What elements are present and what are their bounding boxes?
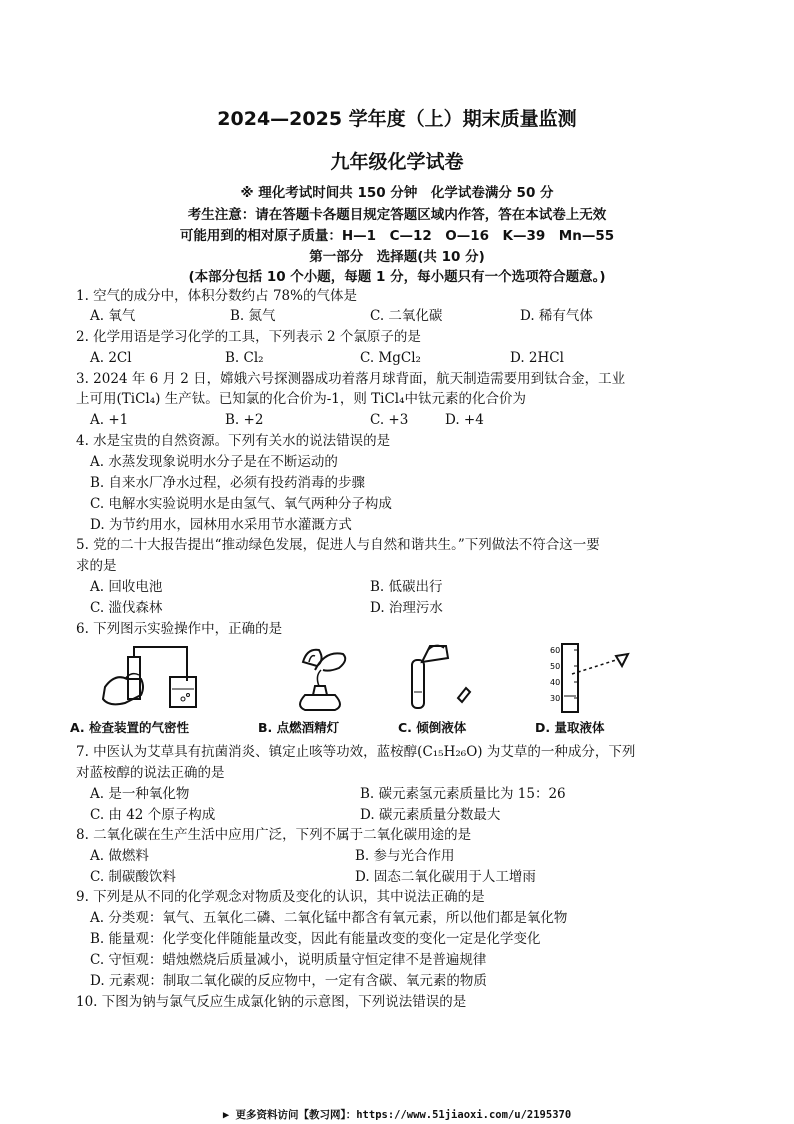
question-2-option-a: A. 2Cl [90, 350, 132, 366]
cylinder-tick-label: 30 [550, 694, 561, 703]
question-1-option-d: D. 稀有气体 [520, 308, 593, 324]
question-8-option-a: A. 做燃料 [90, 848, 149, 864]
question-3-stem-cont: 上可用(TiCl₄) 生产钛。已知氯的化合价为-1，则 TiCl₄中钛元素的化合价为 [76, 391, 527, 407]
question-2-stem: 2. 化学用语是学习化学的工具，下列表示 2 个氯原子的是 [76, 329, 421, 345]
question-4-option-b: B. 自来水厂净水过程，必须有投药消毒的步骤 [90, 475, 366, 491]
question-8-option-b: B. 参与光合作用 [355, 848, 455, 864]
page-subtitle: 九年级化学试卷 [330, 151, 464, 173]
question-9-option-b: B. 能量观：化学变化伴随能量改变，因此有能量改变的变化一定是化学变化 [90, 931, 541, 947]
question-3-stem: 3. 2024 年 6 月 2 日，嫦娥六号探测器成功着落月球背面，航天制造需要用到钛合金，工业 [76, 371, 626, 387]
question-7-option-a: A. 是一种氧化物 [90, 786, 190, 802]
question-9-option-c: C. 守恒观：蜡烛燃烧后质量减小，说明质量守恒定律不是普遍规律 [90, 952, 487, 968]
question-7-option-b: B. 碳元素氢元素质量比为 15：26 [360, 786, 566, 802]
exam-info-time: ※ 理化考试时间共 150 分钟 化学试卷满分 50 分 [240, 185, 554, 201]
footer-link[interactable] [0, 1107, 794, 1122]
question-4-option-a: A. 水蒸发现象说明水分子是在不断运动的 [90, 454, 338, 470]
cylinder-tick-label: 40 [550, 678, 561, 687]
question-5-option-d: D. 治理污水 [370, 600, 443, 616]
question-5-stem-cont: 求的是 [76, 558, 117, 574]
question-9-option-d: D. 元素观：制取二氧化碳的反应物中，一定有含碳、氧元素的物质 [90, 973, 487, 989]
cylinder-tick-label: 60 [550, 646, 561, 655]
question-5-option-c: C. 滥伐森林 [90, 600, 163, 616]
section-title: 第一部分 选择题(共 10 分) [309, 249, 485, 265]
question-9-stem: 9. 下列是从不同的化学观念对物质及变化的认识，其中说法正确的是 [76, 889, 485, 905]
question-5-stem: 5. 党的二十大报告提出“推动绿色发展，促进人与自然和谐共生。”下列做法不符合这一要 [76, 537, 600, 553]
page-title: 2024—2025 学年度（上）期末质量监测 [217, 108, 577, 130]
question-7-option-c: C. 由 42 个原子构成 [90, 807, 216, 823]
question-8-option-c: C. 制碳酸饮料 [90, 869, 176, 885]
figure-b-alcohol-lamp [285, 640, 360, 715]
figure-c-pouring [400, 640, 475, 715]
question-1-option-a: A. 氧气 [90, 308, 136, 324]
exam-info-notice: 考生注意：请在答题卡各题目规定答题区域内作答，答在本试卷上无效 [187, 207, 607, 223]
question-3-option-c: C. +3 [370, 412, 409, 428]
flag-icon: ▶ [222, 1109, 236, 1121]
cylinder-tick-label: 50 [550, 662, 561, 671]
question-1-option-b: B. 氮气 [230, 308, 276, 324]
question-9-option-a: A. 分类观：氧气、五氧化二磷、二氧化锰中都含有氧元素，所以他们都是氧化物 [90, 910, 568, 926]
question-4-option-c: C. 电解水实验说明水是由氢气、氧气两种分子构成 [90, 496, 392, 512]
question-7-stem-cont: 对蓝桉醇的说法正确的是 [76, 765, 225, 781]
figure-d-cylinder [550, 640, 635, 715]
question-5-option-b: B. 低碳出行 [370, 579, 443, 595]
figure-a-label: A. 检查装置的气密性 [70, 720, 190, 735]
question-2-option-b: B. Cl₂ [225, 350, 264, 366]
question-2-option-c: C. MgCl₂ [360, 350, 421, 366]
question-8-option-d: D. 固态二氧化碳用于人工增雨 [355, 869, 536, 885]
question-3-option-d: D. +4 [445, 412, 484, 428]
figure-a-airtightness [95, 643, 205, 718]
question-1-stem: 1. 空气的成分中，体积分数约占 78%的气体是 [76, 288, 357, 304]
exam-info-atomic-mass: 可能用到的相对原子质量：H—1 C—12 O—16 K—39 Mn—55 [179, 228, 615, 244]
question-6-stem: 6. 下列图示实验操作中，正确的是 [76, 621, 283, 637]
question-7-stem: 7. 中医认为艾草具有抗菌消炎、镇定止咳等功效，蓝桉醇(C₁₅H₂₆O) 为艾草的一种成分，下列 [76, 744, 636, 760]
section-note: (本部分包括 10 个小题，每题 1 分，每小题只有一个选项符合题意。) [188, 269, 606, 285]
figure-c-label: C. 倾倒液体 [398, 720, 467, 735]
question-4-stem: 4. 水是宝贵的自然资源。下列有关水的说法错误的是 [76, 433, 391, 449]
question-7-option-d: D. 碳元素质量分数最大 [360, 807, 501, 823]
question-10-stem: 10. 下图为钠与氯气反应生成氯化钠的示意图，下列说法错误的是 [76, 994, 467, 1010]
figure-b-label: B. 点燃酒精灯 [258, 720, 340, 735]
question-4-option-d: D. 为节约用水，园林用水采用节水灌溉方式 [90, 517, 352, 533]
question-3-option-b: B. +2 [225, 412, 264, 428]
question-1-option-c: C. 二氧化碳 [370, 308, 443, 324]
question-2-option-d: D. 2HCl [510, 350, 564, 366]
question-8-stem: 8. 二氧化碳在生产生活中应用广泛，下列不属于二氧化碳用途的是 [76, 827, 472, 843]
question-3-option-a: A. +1 [90, 412, 129, 428]
question-5-option-a: A. 回收电池 [90, 579, 163, 595]
footer-text: 更多资料访问【教习网】：https://www.51jiaoxi.com/u/2195370 [235, 1109, 572, 1121]
figure-d-label: D. 量取液体 [535, 720, 605, 735]
